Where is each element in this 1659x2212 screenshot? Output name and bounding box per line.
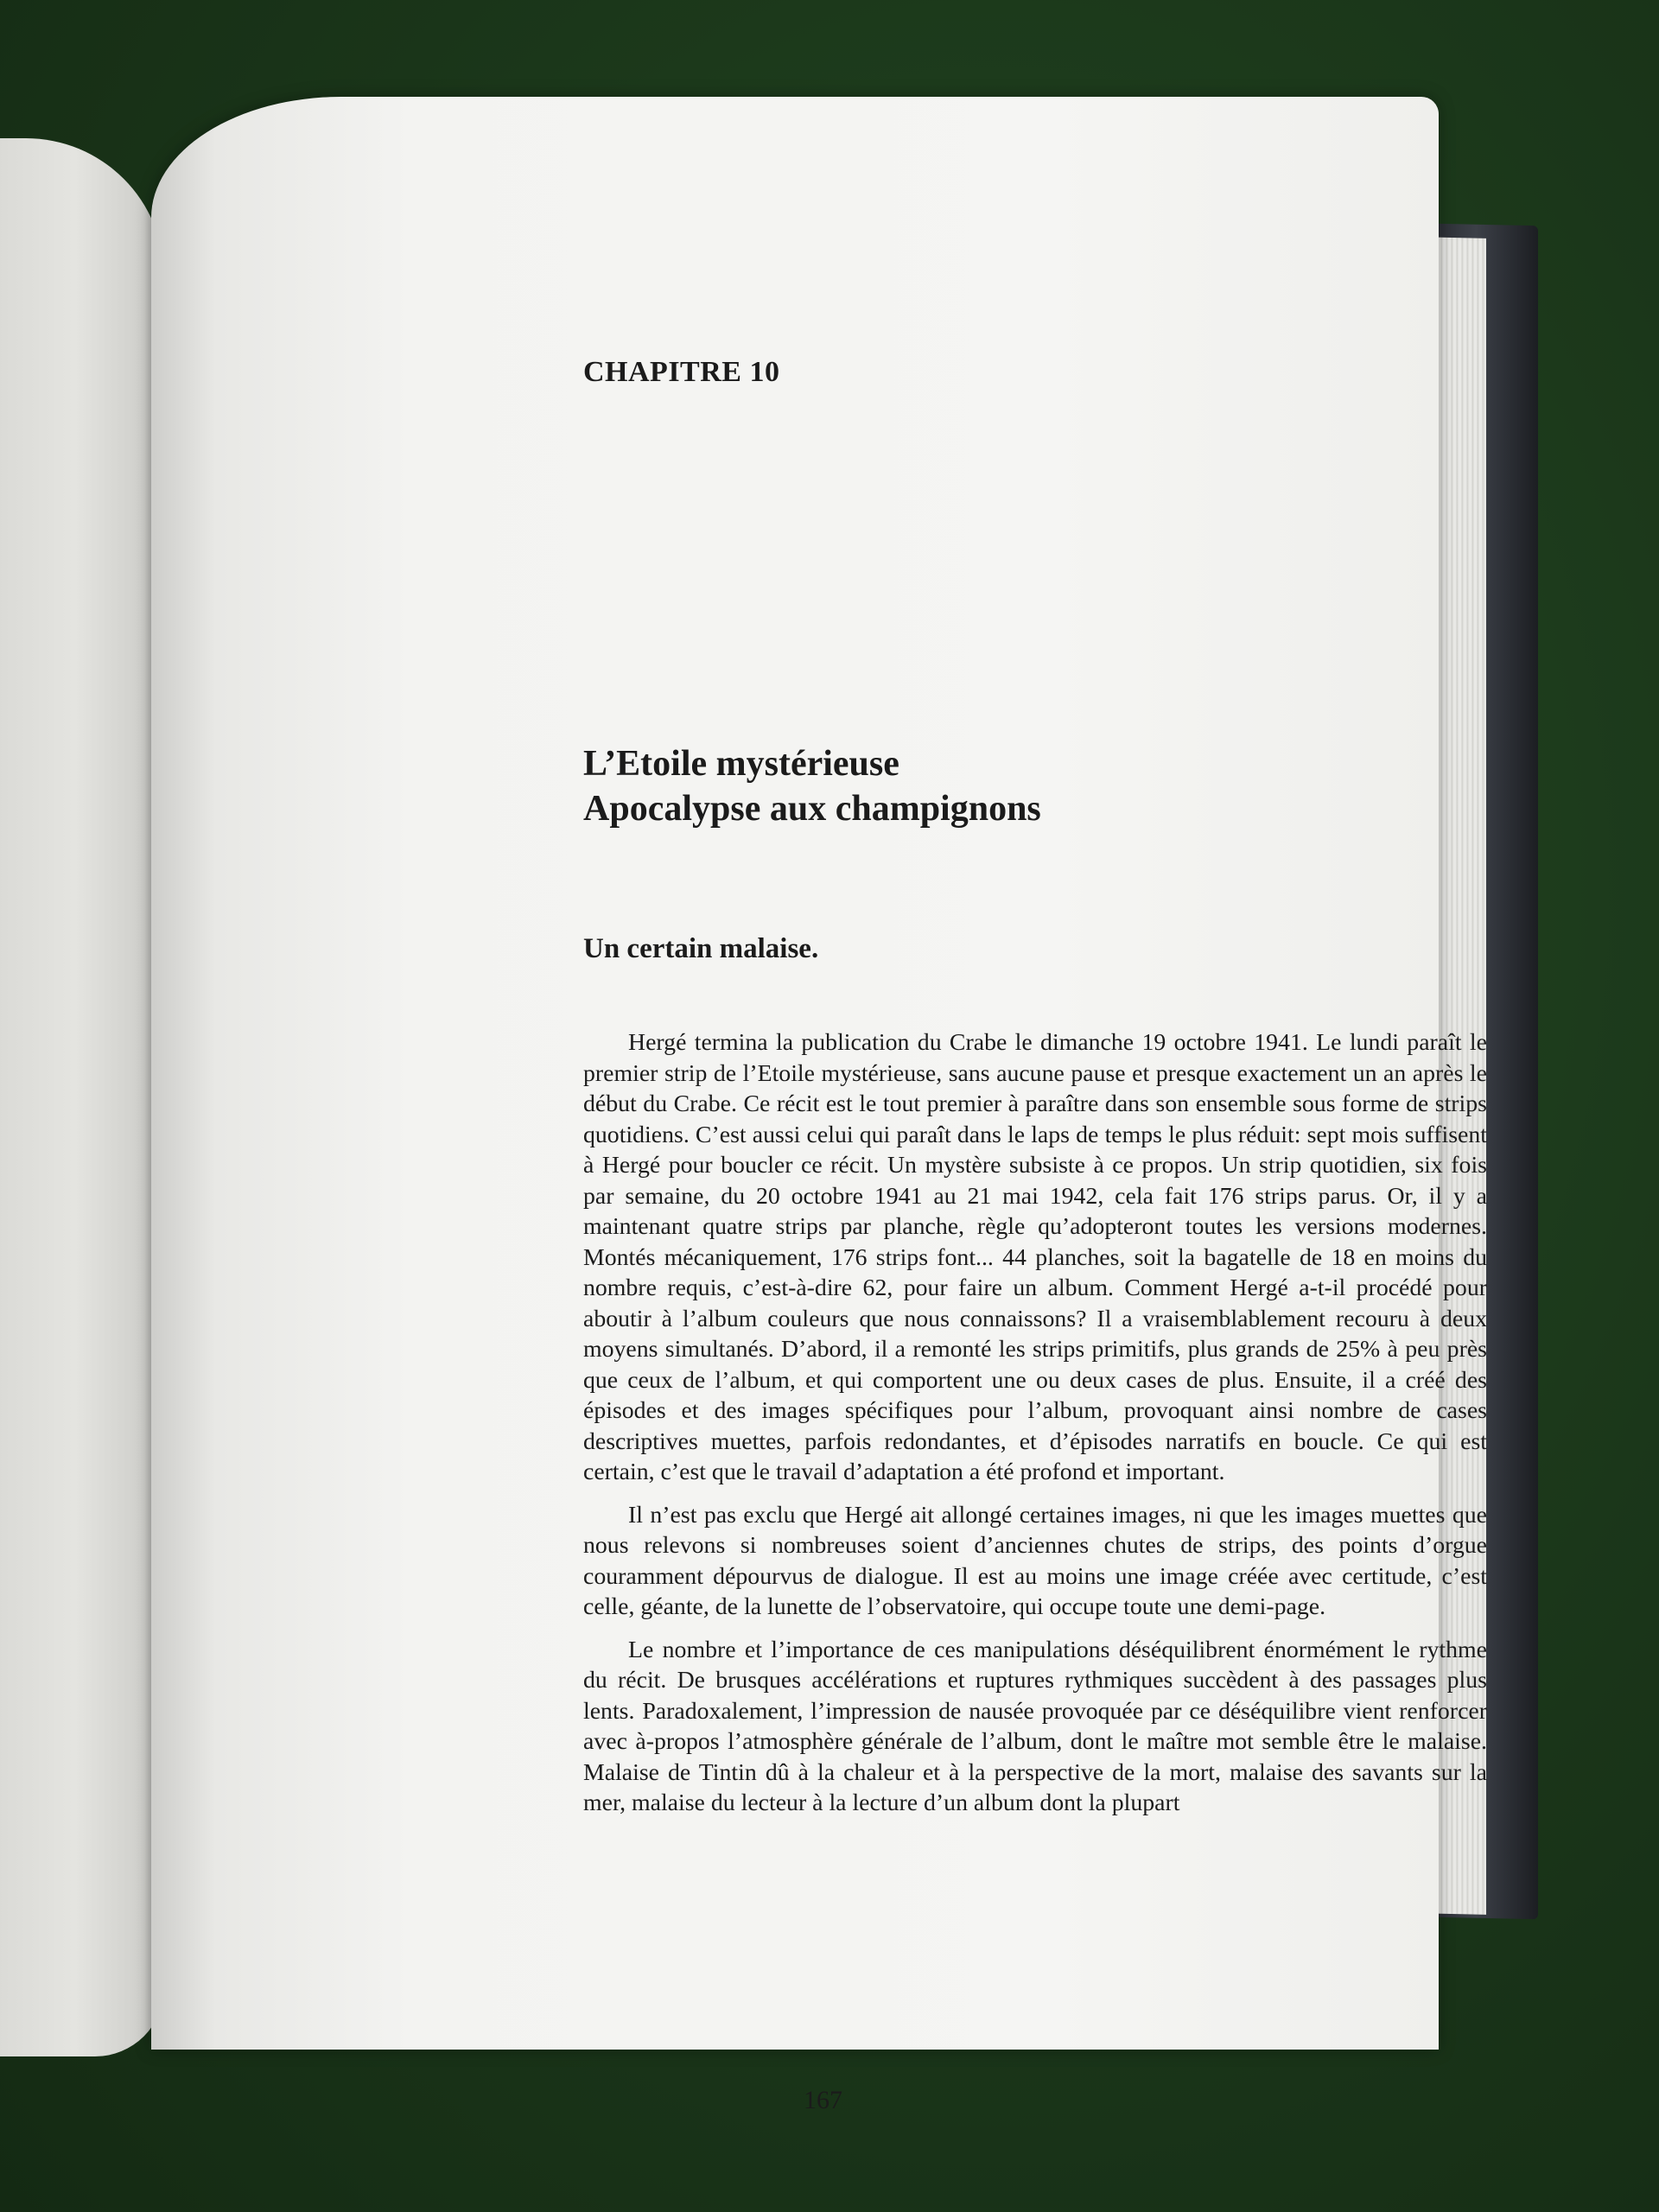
section-heading: Un certain malaise. bbox=[583, 933, 819, 964]
body-text bbox=[583, 1027, 1487, 1819]
paragraph-2: Il n’est pas exclu que Hergé ait allongé certaines images, ni que les images muettes que nous relevons si nombreuses soient d’anciennes chutes de strips, des points d’orgue couramment dépourvus de dialogue. Il est au moins une image créée avec certitude, c’est celle, géante, de la lunette de l’observatoire, qui occupe toute une demi-page. bbox=[583, 1501, 1487, 1620]
chapter-title bbox=[583, 741, 1491, 831]
right-page bbox=[151, 97, 1487, 2114]
page-content bbox=[583, 356, 1491, 1831]
left-page bbox=[0, 138, 164, 2056]
chapter-label: CHAPITRE 10 bbox=[583, 356, 780, 388]
title-line-2: Apocalypse aux champignons bbox=[583, 789, 1041, 829]
paragraph-1: Hergé termina la publication du Crabe le dimanche 19 octobre 1941. Le lundi paraît le premier strip de l’Etoile mystérieuse, sans aucune pause et presque exactement un an après le début du Crabe. Ce récit est le tout premier à paraître dans son ensemble sous forme de strips quotidiens. C’est aussi celui qui paraît dans le laps de temps le plus réduit: sept mois suffisent à Hergé pour boucler ce récit. Un mystère subsiste à ce propos. Un strip quotidien, six fois par semaine, du 20 octobre 1941 au 21 mai 1942, cela fait 176 strips parus. Or, il y a maintenant quatre strips par planche, règle qu’adopteront toutes les versions modernes. Montés mécaniquement, 176 strips font... 44 planches, soit la bagatelle de 18 en moins du nombre requis, c’est-à-dire 62, pour faire un album. Comment Hergé a-t-il procédé pour aboutir à l’album couleurs que nous connaissons? Il a vraisemblablement recouru à deux moyens simultanés. D’abord, il a remonté les strips primitifs, plus grands de 25% à peu près que ceux de l’album, et qui comportent une ou deux cases de plus. Ensuite, il a créé des épisodes et des images spécifiques pour l’album, provoquant ainsi nombre de cases descriptives muettes, parfois redondantes, et d’épisodes narratifs en boucle. Ce qui est certain, c’est que le travail d’adaptation a été profond et important. bbox=[583, 1029, 1487, 1485]
page-number: 167 bbox=[804, 2086, 842, 2114]
title-line-1: L’Etoile mystérieuse bbox=[583, 744, 899, 784]
paragraph-3: Le nombre et l’importance de ces manipulations déséquilibrent énormément le rythme du récit. De brusques accélérations et ruptures rythmiques succèdent à des passages plus lents. Paradoxalement, l’impression de nausée provoquée par ce déséquilibre vient renforcer avec à-propos l’atmosphère générale de l’album, dont le maître mot semble être le malaise. Malaise de Tintin dû à la chaleur et à la perspective de la mort, malaise des savants sur la mer, malaise du lecteur à la lecture d’un album dont la plupart bbox=[583, 1636, 1487, 1816]
